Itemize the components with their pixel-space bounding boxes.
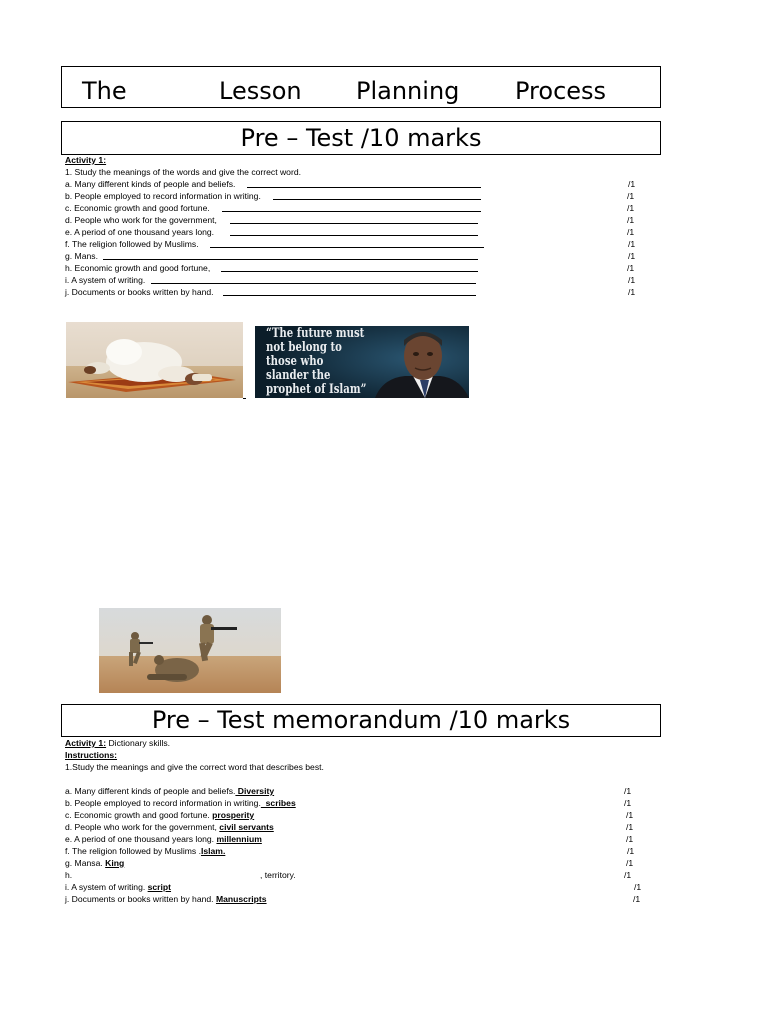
poster-quote-line: slander the — [266, 368, 331, 383]
pretest-title: Pre – Test /10 marks — [61, 121, 661, 155]
question-text: d. People who work for the government, — [65, 215, 217, 225]
title-word-lesson: Lesson — [219, 77, 302, 105]
question-text: b. People employed to record information in writing. — [65, 191, 261, 201]
answer-row — [65, 833, 655, 845]
praying-photo — [66, 322, 243, 398]
question-text: c. Economic growth and good fortune. — [65, 203, 210, 213]
answer-question: d. People who work for the government, — [65, 822, 217, 832]
title-word-process: Process — [515, 77, 607, 105]
question-row — [65, 250, 645, 262]
question-mark: /1 — [627, 263, 635, 273]
answer-mark: /1 — [633, 894, 641, 904]
question-mark: /1 — [627, 215, 635, 225]
question-mark: /1 — [628, 275, 636, 285]
question-text: i. A system of writing. — [65, 275, 146, 285]
title-word-planning: Planning — [356, 77, 460, 105]
answer-question: e. A period of one thousand years long. — [65, 834, 215, 844]
answer-mark: /1 — [624, 786, 632, 796]
answer-word: Manuscripts — [215, 894, 267, 904]
answer-question: f. The religion followed by Muslims . — [65, 846, 201, 856]
title-word-the: The — [82, 77, 127, 105]
answer-blank[interactable] — [247, 187, 481, 188]
praying-illustration — [66, 322, 243, 398]
soldiers-photo — [99, 608, 281, 693]
question-mark: /1 — [628, 251, 636, 261]
question-text: g. Mans. — [65, 251, 98, 261]
pretest-instruction: 1. Study the meanings of the words and give the correct word. — [65, 167, 301, 177]
answer-mark: /1 — [626, 834, 634, 844]
answer-suffix: , territory. — [260, 870, 296, 880]
answer-blank[interactable] — [230, 235, 478, 236]
answer-row — [65, 893, 655, 905]
memo-activity-text: Dictionary skills. — [106, 738, 171, 748]
answer-row — [65, 797, 655, 809]
question-mark: /1 — [627, 203, 635, 213]
memorandum-title: Pre – Test memorandum /10 marks — [61, 704, 661, 737]
poster-quote — [266, 327, 366, 397]
question-mark: /1 — [628, 239, 636, 249]
answer-row — [65, 809, 655, 821]
answer-question: a. Many different kinds of people and beliefs. — [65, 786, 236, 796]
answer-mark: /1 — [624, 798, 632, 808]
quote-poster — [255, 326, 469, 398]
answer-mark: /1 — [627, 846, 635, 856]
question-text: h. Economic growth and good fortune, — [65, 263, 211, 273]
answer-word: millennium — [216, 834, 262, 844]
answer-mark: /1 — [626, 822, 634, 832]
caption-underline — [243, 398, 246, 399]
answer-word: script — [147, 882, 172, 892]
answer-blank[interactable] — [151, 283, 476, 284]
answer-question: b. People employed to record information in writing. — [65, 798, 261, 808]
question-row — [65, 262, 645, 274]
memo-activity-line — [65, 737, 170, 749]
poster-quote-line: prophet of Islam” — [266, 382, 367, 397]
question-mark: /1 — [627, 227, 635, 237]
answer-row — [65, 869, 655, 881]
soldiers-illustration — [99, 608, 281, 693]
question-row — [65, 214, 645, 226]
question-row — [65, 238, 645, 250]
answer-word: scribes — [260, 798, 296, 808]
question-row — [65, 190, 645, 202]
answer-question: h. — [65, 870, 73, 880]
answer-mark: /1 — [626, 858, 634, 868]
question-mark: /1 — [628, 179, 636, 189]
question-text: f. The religion followed by Muslims. — [65, 239, 199, 249]
question-row — [65, 274, 645, 286]
question-row — [65, 286, 645, 298]
answer-row — [65, 821, 655, 833]
answer-question: g. Mansa. — [65, 858, 103, 868]
answer-mark: /1 — [634, 882, 642, 892]
answer-question: j. Documents or books written by hand. — [65, 894, 214, 904]
memo-instructions-label: Instructions: — [65, 750, 118, 760]
answer-blank[interactable] — [222, 211, 481, 212]
question-text: j. Documents or books written by hand. — [65, 287, 214, 297]
answer-blank[interactable] — [221, 271, 478, 272]
answer-question: c. Economic growth and good fortune. — [65, 810, 210, 820]
pretest-activity-label: Activity 1: — [65, 155, 107, 165]
poster-quote-line: those who — [266, 354, 324, 369]
answer-mark: /1 — [626, 810, 634, 820]
memo-instruction: 1.Study the meanings and give the correct word that describes best. — [65, 762, 324, 772]
question-row — [65, 202, 645, 214]
answer-row — [65, 857, 655, 869]
answer-blank[interactable] — [103, 259, 478, 260]
question-mark: /1 — [628, 287, 636, 297]
answer-row — [65, 881, 655, 893]
poster-quote-line: not belong to — [266, 340, 342, 355]
lesson-title-box — [61, 66, 661, 108]
question-row — [65, 226, 645, 238]
question-text: e. A period of one thousand years long. — [65, 227, 215, 237]
answer-word: Diversity — [235, 786, 275, 796]
answer-word: Islam. — [200, 846, 226, 856]
answer-row — [65, 785, 655, 797]
answer-blank[interactable] — [273, 199, 481, 200]
answer-blank[interactable] — [223, 295, 476, 296]
answer-word: prosperity — [212, 810, 255, 820]
poster-quote-line: “The future must — [266, 326, 365, 341]
answer-mark: /1 — [624, 870, 632, 880]
answer-word: King — [105, 858, 125, 868]
question-row — [65, 178, 645, 190]
answer-word: civil servants — [219, 822, 274, 832]
memo-activity-label: Activity 1: — [65, 738, 107, 748]
question-text: a. Many different kinds of people and beliefs. — [65, 179, 236, 189]
answer-blank[interactable] — [230, 223, 478, 224]
question-mark: /1 — [627, 191, 635, 201]
answer-row — [65, 845, 655, 857]
answer-question: i. A system of writing. — [65, 882, 146, 892]
answer-blank[interactable] — [210, 247, 484, 248]
